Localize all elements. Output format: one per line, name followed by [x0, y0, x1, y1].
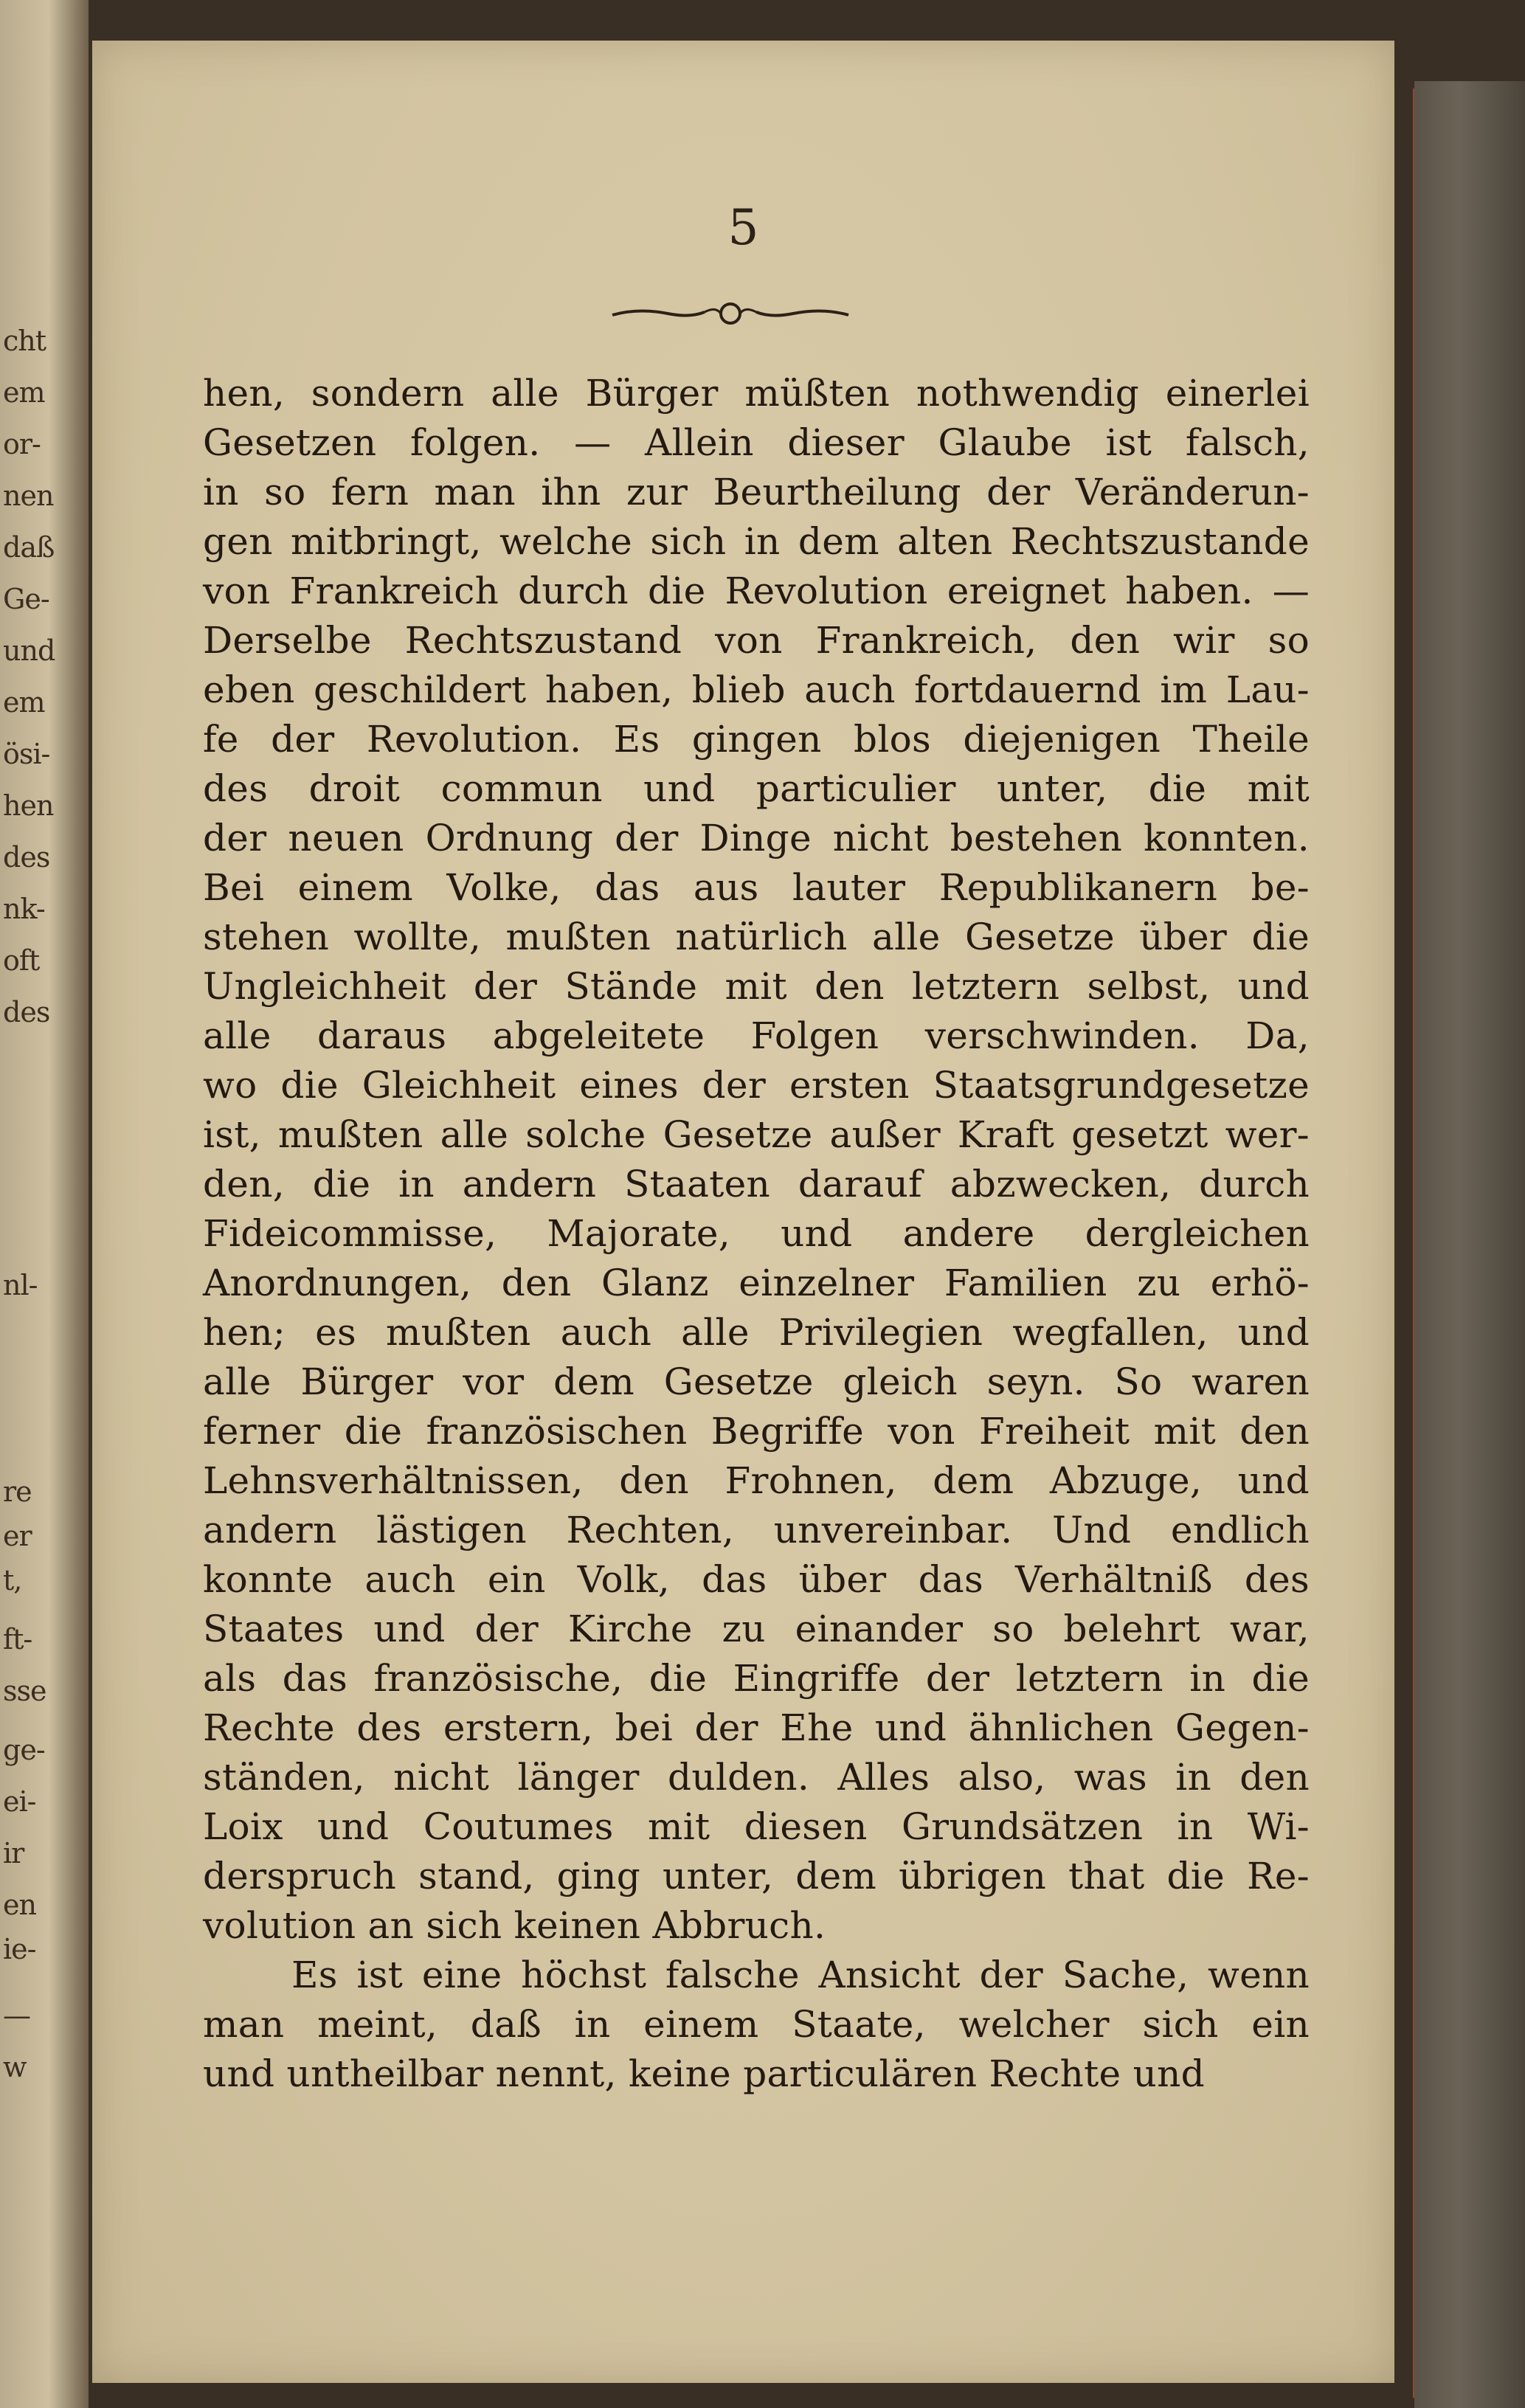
- left-page-fragment: nk-: [3, 893, 45, 925]
- text-line: volution an sich keinen Abbruch.: [203, 1904, 826, 1947]
- left-page-fragment: ie-: [3, 1933, 36, 1965]
- left-page-fragment: ösi-: [3, 738, 50, 770]
- left-page-fragment: en: [3, 1889, 36, 1921]
- text-line: Lehnsverhältnissen, den Frohnen, dem Abzuge, und: [203, 1459, 1310, 1502]
- text-line: der neuen Ordnung der Dinge nicht bestehen konnten.: [203, 817, 1310, 859]
- ornament-divider-icon: [609, 299, 852, 328]
- left-page-fragment: nen: [3, 480, 54, 512]
- left-page-fragment: daß: [3, 531, 55, 564]
- left-page-fragment: —: [3, 1999, 30, 2032]
- text-line: fe der Revolution. Es gingen blos diejenigen Theile: [203, 718, 1310, 761]
- text-line: Derselbe Rechtszustand von Frankreich, den wir so: [203, 619, 1310, 662]
- left-page-fragment: or-: [3, 428, 41, 460]
- text-line: Es ist eine höchst falsche Ansicht der Sache, wenn: [291, 1954, 1310, 1996]
- left-page-fragment: er: [3, 1520, 32, 1552]
- left-page-fragment: t,: [3, 1564, 22, 1596]
- text-line: des droit commun und particulier unter, die mit: [203, 767, 1310, 810]
- book-page: [92, 41, 1394, 2383]
- text-line: alle daraus abgeleitete Folgen verschwinden. Da,: [203, 1014, 1310, 1057]
- text-line: Gesetzen folgen. — Allein dieser Glaube ist falsch,: [203, 421, 1310, 464]
- text-line: als das französische, die Eingriffe der letztern in die: [203, 1657, 1310, 1700]
- text-line: von Frankreich durch die Revolution ereignet haben. —: [203, 570, 1310, 612]
- text-line: derspruch stand, ging unter, dem übrigen that die Re-: [203, 1855, 1310, 1897]
- left-page-fragment: oft: [3, 944, 40, 977]
- text-line: Rechte des erstern, bei der Ehe und ähnlichen Gegen-: [203, 1706, 1310, 1749]
- left-page-fragment: re: [3, 1475, 32, 1508]
- text-line: wo die Gleichheit eines der ersten Staatsgrundgesetze: [203, 1064, 1310, 1107]
- left-page-fragment: und: [3, 634, 55, 667]
- left-page-fragment: sse: [3, 1675, 46, 1707]
- left-page-fragment: cht: [3, 325, 46, 357]
- left-page-fragment: ei-: [3, 1785, 36, 1818]
- text-line: ferner die französischen Begriffe von Freiheit mit den: [203, 1410, 1310, 1453]
- text-line: Staates und der Kirche zu einander so belehrt war,: [203, 1608, 1310, 1650]
- text-line: Bei einem Volke, das aus lauter Republikanern be-: [203, 866, 1310, 909]
- left-page-fragment: des: [3, 996, 50, 1028]
- book-cover-edge: [1414, 81, 1525, 2408]
- text-line: und untheilbar nennt, keine particulären Rechte und: [203, 2052, 1205, 2095]
- page-number: 5: [727, 199, 759, 256]
- left-page-fragment: Ge-: [3, 583, 49, 615]
- left-page-fragment: em: [3, 686, 45, 719]
- left-page-fragment: hen: [3, 789, 54, 822]
- text-line: in so fern man ihn zur Beurtheilung der Veränderun-: [203, 471, 1310, 513]
- text-line: Anordnungen, den Glanz einzelner Familien zu erhö-: [203, 1262, 1310, 1304]
- text-line: ständen, nicht länger dulden. Alles also, was in den: [203, 1756, 1310, 1799]
- left-page-fragment: ir: [3, 1837, 24, 1869]
- text-line: Ungleichheit der Stände mit den letztern selbst, und: [203, 965, 1310, 1008]
- left-page-fragment: em: [3, 376, 45, 409]
- left-page-strip: [0, 0, 89, 2408]
- text-line: Loix und Coutumes mit diesen Grundsätzen in Wi-: [203, 1805, 1310, 1848]
- text-line: eben geschildert haben, blieb auch fortdauernd im Lau-: [203, 668, 1310, 711]
- text-line: hen; es mußten auch alle Privilegien wegfallen, und: [203, 1311, 1310, 1354]
- body-text: [203, 369, 1310, 2099]
- text-line: ist, mußten alle solche Gesetze außer Kraft gesetzt wer-: [203, 1113, 1310, 1156]
- text-line: stehen wollte, mußten natürlich alle Gesetze über die: [203, 916, 1310, 958]
- left-page-fragment: nl-: [3, 1269, 38, 1301]
- left-page-fragment: ft-: [3, 1623, 32, 1656]
- text-line: hen, sondern alle Bürger müßten nothwendig einerlei: [203, 372, 1310, 415]
- left-page-fragment: des: [3, 841, 50, 873]
- left-page-fragment: ge-: [3, 1734, 45, 1766]
- text-line: man meint, daß in einem Staate, welcher sich ein: [203, 2003, 1310, 2046]
- text-line: alle Bürger vor dem Gesetze gleich seyn. So waren: [203, 1360, 1310, 1403]
- text-line: andern lästigen Rechten, unvereinbar. Und endlich: [203, 1509, 1310, 1551]
- text-line: konnte auch ein Volk, das über das Verhältniß des: [203, 1558, 1310, 1601]
- text-line: den, die in andern Staaten darauf abzwecken, durch: [203, 1163, 1310, 1205]
- left-page-fragment: w: [3, 2051, 27, 2083]
- text-line: Fideicommisse, Majorate, und andere dergleichen: [203, 1212, 1310, 1255]
- text-line: gen mitbringt, welche sich in dem alten Rechtszustande: [203, 520, 1310, 563]
